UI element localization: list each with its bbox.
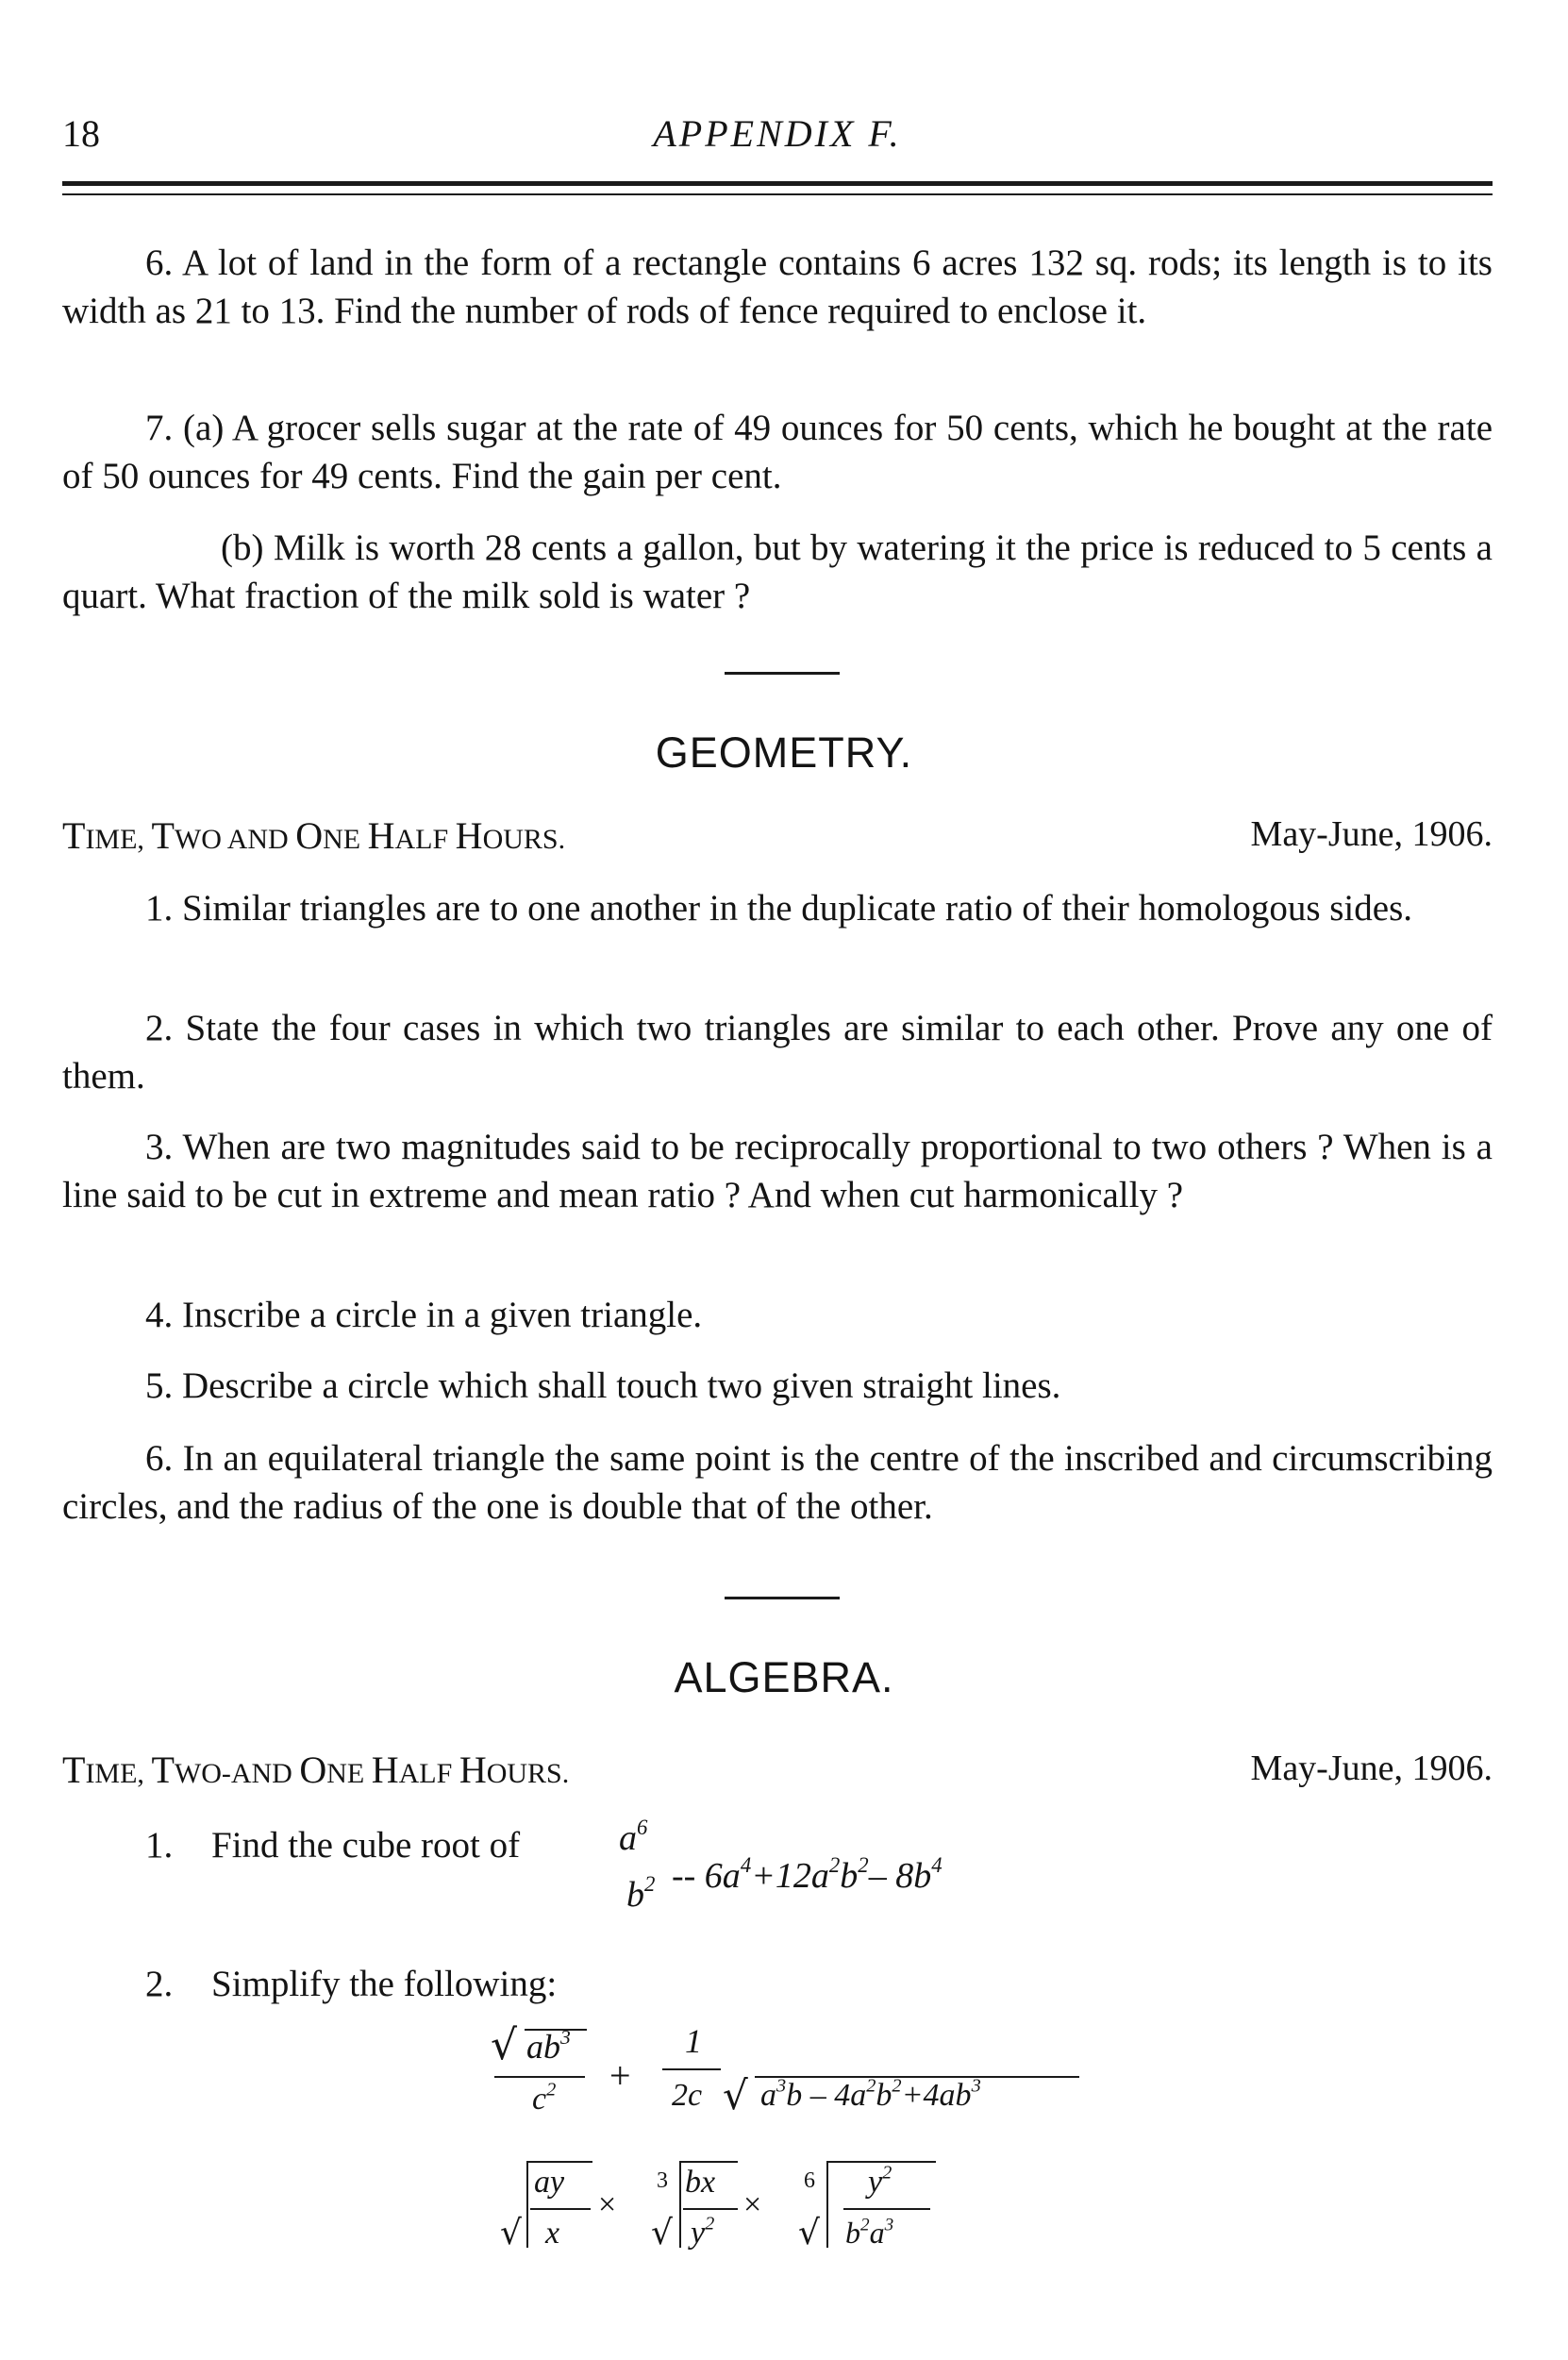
fraction-denominator: 2c xyxy=(672,2078,703,2113)
radicand-denominator: $y^2$ xyxy=(691,2213,715,2251)
radicand-numerator: bx xyxy=(685,2165,716,2200)
fraction-bar xyxy=(683,2208,738,2210)
header-rule-thick xyxy=(62,181,1493,186)
question-number: 1. xyxy=(145,1825,174,1866)
question-text: Find the cube root of xyxy=(211,1825,521,1866)
radical-bar xyxy=(526,2161,592,2163)
radicand-denominator: x xyxy=(545,2216,560,2251)
fraction-numerator: 1 xyxy=(685,2022,702,2060)
fraction-numerator: $a^6$ xyxy=(619,1816,648,1858)
geometry-question-2: 2. State the four cases in which two triangles are similar to each other. Prove any one of them. xyxy=(62,1008,1493,1096)
radical-bar xyxy=(679,2161,738,2163)
geometry-question-3: 3. When are two magnitudes said to be reciprocally proportional to two others ? When is a line said to be cut in extreme and mean ratio ? And when cut harmonically ? xyxy=(62,1127,1493,1215)
radical-bar xyxy=(526,2161,528,2248)
arith-question-7a xyxy=(62,404,1493,500)
question-text: (b) Milk is worth 28 cents a gallon, but by watering it the price is reduced to 5 cents a quart. What fraction of the milk sold is water ? xyxy=(62,527,1493,616)
radical-sign: √ xyxy=(491,2021,518,2069)
question-number: 6. xyxy=(145,243,174,283)
section-divider xyxy=(725,672,840,675)
geometry-question-5: 5. Describe a circle which shall touch two given straight lines. xyxy=(145,1365,1061,1406)
fraction-bar xyxy=(494,2076,585,2078)
root-index: 6 xyxy=(804,2168,815,2193)
radicand-denominator: $b^2a^3$ xyxy=(845,2215,894,2250)
radical-sign: √ xyxy=(500,2214,522,2252)
geometry-title: GEOMETRY. xyxy=(655,728,913,777)
algebra-title: ALGEBRA. xyxy=(674,1653,894,1701)
root-index: 3 xyxy=(657,2168,668,2193)
times-sign: × xyxy=(598,2187,617,2222)
question-number: 2. xyxy=(145,1964,174,2004)
plus-sign: + xyxy=(609,2054,631,2097)
algebra-date: May-June, 1906. xyxy=(1250,1749,1493,1788)
question-number: 7. xyxy=(145,408,174,448)
arith-question-6 xyxy=(62,239,1493,335)
radical-bar xyxy=(679,2161,681,2248)
geometry-date: May-June, 1906. xyxy=(1250,814,1493,854)
times-sign: × xyxy=(743,2187,762,2222)
fraction-bar xyxy=(843,2208,930,2210)
header-rule-thin xyxy=(62,193,1493,195)
geometry-time-line xyxy=(62,813,1493,861)
radical-bar xyxy=(826,2161,936,2163)
running-head: APPENDIX F. xyxy=(653,112,902,155)
fraction-bar xyxy=(662,2068,721,2070)
radicand: $ab^3$ xyxy=(526,2025,571,2066)
question-text: A lot of land in the form of a rectangle contains 6 acres 132 sq. rods; its length is to its width as 21 to 13. Find the number of rods of fence required to enclose it. xyxy=(62,243,1493,331)
geometry-question-6: 6. In an equilateral triangle the same point is the centre of the inscribed and circumscribing circles, and the radius of the one is double that of the other. xyxy=(62,1438,1493,1527)
radicand: $a^3b - 4a^2b^2+4ab^3$ xyxy=(760,2075,981,2113)
radical-sign: √ xyxy=(651,2214,673,2252)
fraction-bar xyxy=(530,2208,591,2210)
page-header xyxy=(62,111,1493,168)
geometry-question-4: 4. Inscribe a circle in a given triangle. xyxy=(145,1295,703,1335)
radical-bar xyxy=(826,2161,828,2248)
radical-sign: √ xyxy=(723,2072,748,2118)
page-number: 18 xyxy=(62,112,100,155)
question-text: Simplify the following: xyxy=(211,1964,558,2004)
radical-sign: √ xyxy=(798,2214,820,2252)
fraction-denominator: $c^2$ xyxy=(532,2079,557,2117)
cube-root-expression: -- $6a^4+12a^2b^2-$ $8b^4$ xyxy=(672,1853,942,1896)
section-divider xyxy=(725,1597,840,1599)
arith-question-7b xyxy=(62,524,1493,620)
algebra-time-line xyxy=(62,1748,1493,1795)
geometry-question-1: 1. Similar triangles are to one another in the duplicate ratio of their homologous sides. xyxy=(145,888,1413,929)
radicand-numerator: ay xyxy=(534,2165,565,2200)
geometry-time-allowed: TIME, TWO AND ONE HALF HOURS. xyxy=(62,814,566,857)
algebra-time-allowed: TIME, TWO-AND ONE HALF HOURS. xyxy=(62,1749,570,1791)
fraction-denominator: $b^2$ xyxy=(626,1872,656,1915)
question-text: (a) A grocer sells sugar at the rate of 49 ounces for 50 cents, which he bought at the rate of 50 ounces for 49 cents. Find the gain per cent. xyxy=(62,408,1493,496)
radicand-numerator: $y^2$ xyxy=(868,2162,892,2200)
